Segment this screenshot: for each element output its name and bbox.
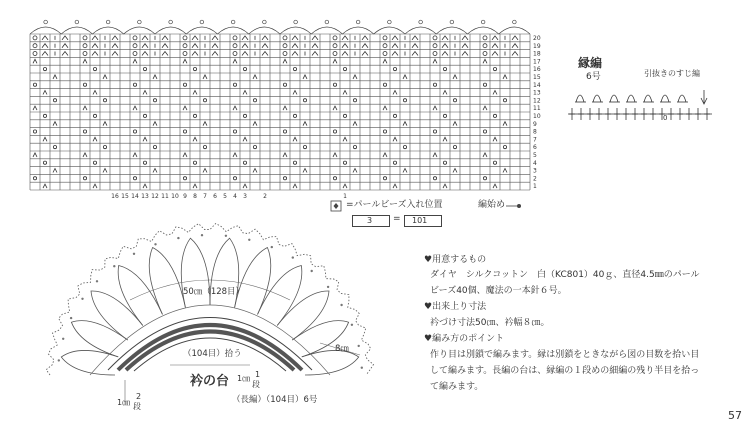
- page-number: 57: [728, 409, 742, 422]
- edging-note: 引抜きのすじ編: [644, 69, 700, 78]
- chart-col-number: 9: [183, 193, 187, 200]
- chart-row-number: 12: [533, 97, 541, 105]
- collar-side-rows-top: 2: [136, 392, 142, 401]
- chart-row-number: 2: [533, 175, 537, 183]
- equiv-left-text: 3: [367, 216, 373, 225]
- heading-size: ♥出来上り寸法: [424, 302, 487, 312]
- chart-row-number: 7: [533, 136, 537, 144]
- chart-row-number: 19: [533, 42, 541, 50]
- bead-legend-text: =パールビーズ入れ位置: [346, 200, 443, 210]
- chart-row-number: 3: [533, 167, 537, 175]
- collar-side-rows-bottom: 段: [133, 402, 141, 411]
- collar-diagram: [20, 205, 400, 425]
- materials-line-2: ビーズ40個、魔法の一本針６号。: [430, 286, 567, 296]
- edging-diagram: [566, 80, 716, 125]
- chart-row-number: 11: [533, 105, 541, 113]
- chart-row-numbers: [533, 35, 541, 190]
- equiv-sign: =: [393, 214, 401, 224]
- chart-grid: [30, 34, 530, 190]
- chart-col-number: 15: [121, 193, 129, 200]
- chart-col-number: 7: [203, 193, 207, 200]
- chart-row-number: 15: [533, 74, 541, 81]
- collar-stitch-note: （長編）（104目）6号: [232, 395, 318, 405]
- start-arrow-icon: [505, 201, 523, 211]
- equiv-box-right: [404, 215, 442, 227]
- chart-row-number: 13: [533, 89, 541, 97]
- chart-col-number: 6: [213, 193, 217, 200]
- equiv-right-text: 101: [412, 216, 428, 225]
- chart-col-numbers: [111, 193, 347, 200]
- collar-dim-pickup: （104目）拾う: [183, 349, 242, 359]
- collar-base-rows-top: 1: [255, 370, 261, 379]
- size-line-1: 衿づけ寸法50㎝、衿幅８㎝。: [430, 318, 550, 328]
- collar-side-height: 1㎝: [117, 398, 131, 407]
- collar-dim-outer: 50㎝（128目）: [183, 287, 245, 297]
- collar-base-height: 1㎝: [237, 374, 251, 383]
- chart-row-number: 4: [533, 159, 537, 167]
- start-label: 編始め: [478, 200, 506, 210]
- heading-materials: ♥用意するもの: [424, 255, 487, 265]
- chart-col-number: 1: [343, 193, 347, 200]
- chart-col-number: 2: [263, 193, 267, 200]
- chart-row-number: 10: [533, 113, 541, 120]
- edging-start-mark: 0: [663, 114, 668, 122]
- chart-col-number: 10: [171, 193, 179, 200]
- chart-row-number: 5: [533, 152, 537, 159]
- chart-col-number: 4: [233, 193, 237, 200]
- chart-col-number: 12: [151, 193, 159, 200]
- edging-size: 6号: [586, 72, 601, 82]
- chart-row-number: 6: [533, 144, 537, 152]
- collar-dim-depth: 8㎝: [335, 344, 349, 354]
- chart-row-number: 8: [533, 128, 537, 136]
- chart-col-number: 11: [161, 193, 169, 200]
- chart-col-number: 5: [223, 193, 227, 200]
- chart-col-number: 3: [243, 193, 247, 200]
- collar-base-rows-bottom: 段: [252, 380, 260, 389]
- points-line-2: して編みます。長編の台は、縁編の１段めの細編の残り半目を拾っ: [430, 366, 700, 376]
- chart-row-number: 18: [533, 50, 541, 58]
- heading-points: ♥編み方のポイント: [424, 334, 505, 344]
- chart-row-number: 9: [533, 120, 537, 128]
- points-line-1: 作り目は別鎖で編みます。縁は別鎖をときながら図の目数を拾い目: [430, 350, 700, 360]
- chart-scallop-edge: [30, 20, 530, 34]
- edging-title: 縁編: [578, 56, 603, 70]
- chart-col-number: 13: [141, 193, 149, 200]
- chart-row-number: 20: [533, 35, 541, 42]
- chart-col-number: 8: [193, 193, 197, 200]
- crochet-chart: [25, 10, 555, 200]
- chart-row-number: 1: [533, 183, 537, 191]
- chart-row-number: 14: [533, 81, 541, 89]
- chart-row-number: 17: [533, 58, 541, 66]
- chart-row-number: 16: [533, 66, 541, 74]
- materials-line-1: ダイヤ シルクコットン 白（KC801）40ｇ、直径4.5㎜のパール: [430, 270, 700, 280]
- points-line-3: て編みます。: [430, 382, 484, 392]
- chart-col-number: 14: [131, 193, 139, 200]
- collar-base-title: 衿の台: [190, 374, 230, 389]
- chart-col-number: 16: [111, 193, 119, 200]
